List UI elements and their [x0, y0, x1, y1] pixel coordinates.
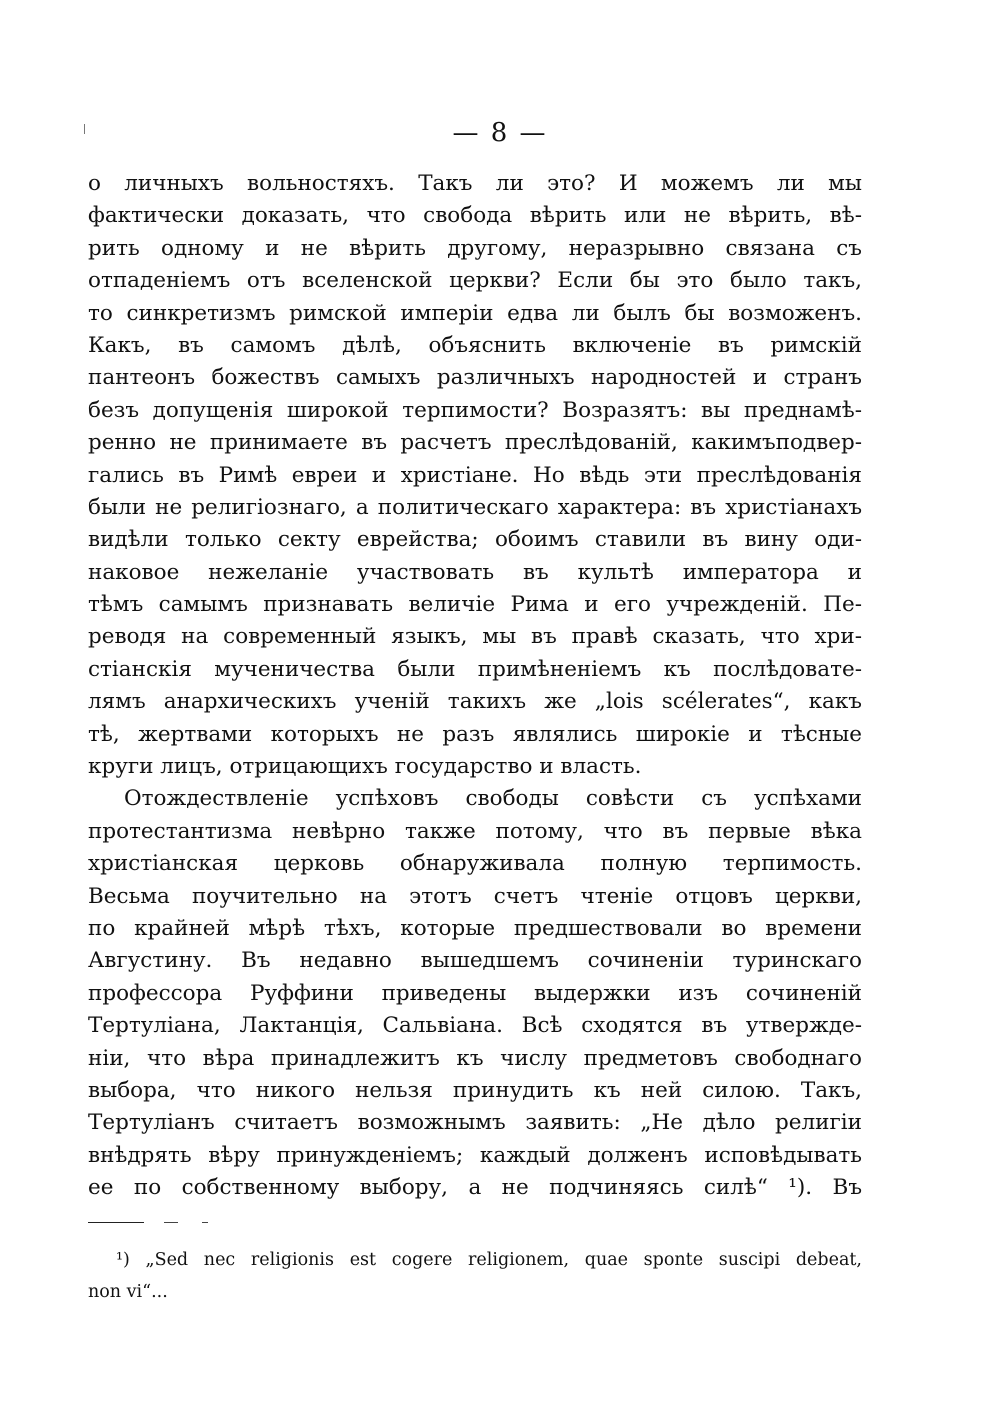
text-line: Августину. Въ недавно вышедшемъ сочиненіи туринскаго: [88, 948, 862, 974]
text-line: о личныхъ вольностяхъ. Такъ ли это? И можемъ ли мы: [88, 171, 862, 196]
text-line: ренно не принимаете въ расчетъ преслѣдованій, какимъподвер-: [88, 430, 862, 456]
text-line: лямъ анархическихъ ученій такихъ же „lois scélerates“, какъ: [88, 689, 862, 715]
text-line: тѣмъ самымъ признавать величіе Рима и его учрежденій. Пе-: [88, 592, 862, 618]
text-line: профессора Руффини приведены выдержки изъ сочиненій: [88, 980, 862, 1006]
text-line: были не религіознаго, а политическаго характера: въ христіанахъ: [88, 494, 862, 520]
text-line: ее по собственному выбору, а не подчиняясь силѣ“ ¹). Въ: [88, 1175, 862, 1201]
text-line: выбора, что никого нельзя принудить къ ней силою. Такъ,: [88, 1077, 862, 1103]
text-line: то синкретизмъ римской имперіи едва ли былъ бы возможенъ.: [88, 300, 862, 326]
text-line: Тертуліанъ считаетъ возможнымъ заявить: „Не дѣло религіи: [88, 1110, 862, 1136]
paragraph-1: [88, 168, 862, 783]
text-line: Весьма поучительно на этотъ счетъ чтеніе отцовъ церкви,: [88, 883, 862, 909]
text-line: реводя на современный языкъ, мы въ правѣ сказать, что хри-: [88, 624, 862, 650]
footnote-line: non vi“...: [88, 1282, 168, 1302]
text-line: безъ допущенія широкой терпимости? Возразятъ: вы преднамѣ-: [88, 397, 862, 423]
text-line: христіанская церковь обнаруживала полную терпимость.: [88, 851, 862, 877]
text-line: отпаденіемъ отъ вселенской церкви? Если бы это было такъ,: [88, 268, 862, 294]
text-line: рить одному и не вѣрить другому, неразрывно связана съ: [88, 235, 862, 261]
text-line: ніи, что вѣра принадлежитъ къ числу предметовъ свободнаго: [88, 1045, 862, 1071]
body-text: [88, 168, 862, 1205]
text-line: Тертуліана, Лактанція, Сальвіана. Всѣ сходятся въ утвержде-: [88, 1013, 862, 1039]
text-line: внѣдрять вѣру принужденіемъ; каждый долженъ исповѣдывать: [88, 1142, 862, 1168]
text-line: видѣли только секту еврейства; обоимъ ставили въ вину оди-: [88, 527, 862, 553]
footnote-separator-dash: [202, 1222, 208, 1223]
text-line: по крайней мѣрѣ тѣхъ, которые предшествовали во времени: [88, 915, 862, 941]
text-line: круги лицъ, отрицающихъ государство и власть.: [88, 754, 642, 780]
text-line: наковое нежеланіе участвовать въ культѣ императора и: [88, 559, 862, 585]
text-line: тѣ, жертвами которыхъ не разъ являлись широкіе и тѣсные: [88, 721, 862, 747]
footnote: [88, 1244, 862, 1308]
page-number: — 8 —: [452, 118, 548, 148]
text-line: Какъ, въ самомъ дѣлѣ, объяснить включеніе въ римскій: [88, 332, 862, 358]
text-line: Отождествленіе успѣховъ свободы совѣсти съ успѣхами: [124, 786, 862, 812]
text-line: гались въ Римѣ евреи и христіане. Но вѣдь эти преслѣдованія: [88, 462, 862, 488]
text-line: пантеонъ божествъ самыхъ различныхъ народностей и странъ: [88, 365, 862, 391]
text-line: стіанскія мученичества были примѣненіемъ къ послѣдовате-: [88, 656, 862, 682]
text-line: протестантизма невѣрно также потому, что въ первые вѣка: [88, 818, 862, 844]
footnote-line: ¹) „Sed nec religionis est cogere religionem, quae sponte suscipi debeat,: [116, 1250, 862, 1270]
footnote-separator: [88, 1222, 144, 1223]
footnote-separator-dash: [164, 1222, 178, 1223]
text-line: фактически доказать, что свобода вѣрить или не вѣрить, вѣ-: [88, 203, 862, 229]
paragraph-2: [88, 783, 862, 1204]
